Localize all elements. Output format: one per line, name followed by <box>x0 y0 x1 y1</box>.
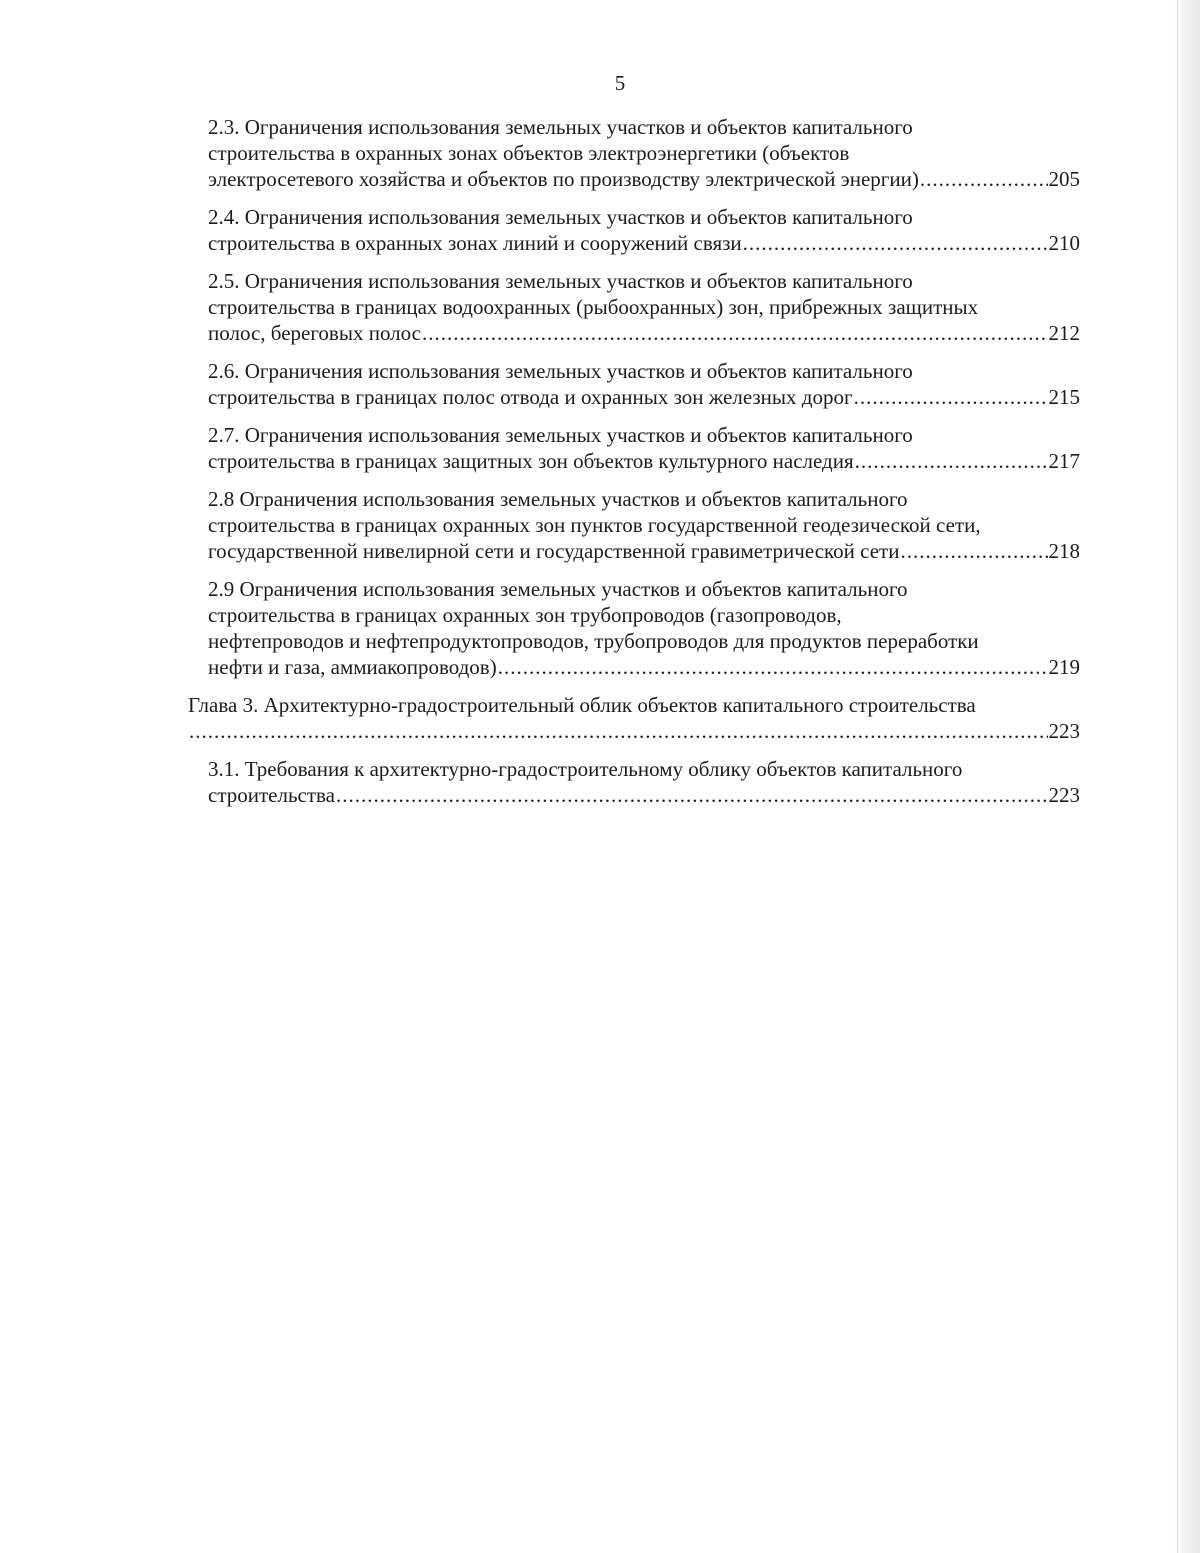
toc-entry-text: строительства в охранных зонах линий и сооружений связи <box>208 231 742 255</box>
toc-page-number: 210 <box>1048 231 1080 255</box>
toc-entry-2-3[interactable] <box>208 114 1080 192</box>
dot-leader <box>854 384 1048 410</box>
dot-leader <box>498 654 1048 680</box>
dot-leader <box>189 718 1048 744</box>
toc-entry-text: государственной нивелирной сети и государственной гравиметрической сети <box>208 539 900 563</box>
toc-entry-text: электросетевого хозяйства и объектов по производству электрической энергии) <box>208 167 919 191</box>
dot-leader <box>743 230 1048 256</box>
toc-page-number: 212 <box>1048 321 1080 345</box>
toc-page-number: 223 <box>1048 719 1080 743</box>
toc-entry-text: 2.7. Ограничения использования земельных участков и объектов капитального <box>208 423 913 447</box>
toc-entry-text: строительства в границах охранных зон пунктов государственной геодезической сети, <box>208 513 981 537</box>
page-number: 5 <box>614 71 626 95</box>
toc-page-number: 217 <box>1048 449 1080 473</box>
toc-entry-2-7[interactable] <box>208 422 1080 474</box>
toc-entry-text: Глава 3. Архитектурно-градостроительный облик объектов капитального строительства <box>188 693 976 717</box>
toc-entry-2-9[interactable] <box>208 576 1080 680</box>
toc-entry-2-6[interactable] <box>208 358 1080 410</box>
toc-entry-chapter-3[interactable] <box>188 692 1080 744</box>
toc-entry-text: строительства в границах водоохранных (рыбоохранных) зон, прибрежных защитных <box>208 295 979 319</box>
toc-entry-text: полос, береговых полос <box>208 321 421 345</box>
dot-leader <box>422 320 1048 346</box>
toc-page-number: 205 <box>1048 167 1080 191</box>
dot-leader <box>900 538 1047 564</box>
toc-page-number: 215 <box>1048 385 1080 409</box>
toc-page-number: 218 <box>1048 539 1080 563</box>
toc-page-number: 223 <box>1048 783 1080 807</box>
toc-entry-text: строительства в границах охранных зон трубопроводов (газопроводов, <box>208 603 842 627</box>
toc-entry-text: 2.6. Ограничения использования земельных участков и объектов капитального <box>208 359 913 383</box>
toc-entry-text: нефтепроводов и нефтепродуктопроводов, трубопроводов для продуктов переработки <box>208 629 979 653</box>
toc-page-number: 219 <box>1048 655 1080 679</box>
toc-entry-2-4[interactable] <box>208 204 1080 256</box>
toc-entry-text: строительства в границах защитных зон объектов культурного наследия <box>208 449 854 473</box>
toc-entry-text: 2.4. Ограничения использования земельных участков и объектов капитального <box>208 205 913 229</box>
toc-entry-text: строительства <box>208 783 336 807</box>
toc-entry-text: 3.1. Требования к архитектурно-градостроительному облику объектов капитального <box>208 757 963 781</box>
toc-entry-text: строительства в охранных зонах объектов электроэнергетики (объектов <box>208 141 850 165</box>
toc-entry-text: 2.3. Ограничения использования земельных участков и объектов капитального <box>208 115 913 139</box>
dot-leader <box>855 448 1048 474</box>
toc-entry-text: 2.5. Ограничения использования земельных участков и объектов капитального <box>208 269 913 293</box>
toc-entry-text: 2.9 Ограничения использования земельных участков и объектов капитального <box>208 577 908 601</box>
toc-entry-text: 2.8 Ограничения использования земельных участков и объектов капитального <box>208 487 908 511</box>
dot-leader <box>336 782 1047 808</box>
toc-entry-3-1[interactable] <box>208 756 1080 808</box>
toc-entry-text: строительства в границах полос отвода и охранных зон железных дорог <box>208 385 853 409</box>
toc-entry-2-5[interactable] <box>208 268 1080 346</box>
table-of-contents <box>0 114 1200 820</box>
dot-leader <box>920 166 1048 192</box>
toc-entry-2-8[interactable] <box>208 486 1080 564</box>
toc-entry-text: нефти и газа, аммиакопроводов) <box>208 655 497 679</box>
